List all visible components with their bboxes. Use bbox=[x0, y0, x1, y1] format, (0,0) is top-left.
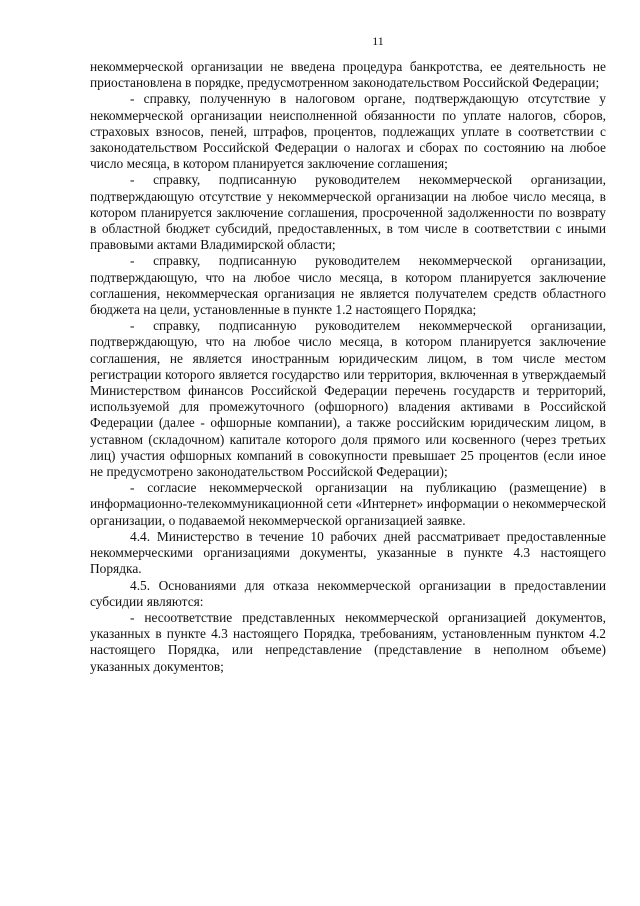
paragraph-nonconformity: - несоответствие представленных некоммерческой организацией документов, указанных в пункте 4.3 настоящего Порядка, требованиям, установленным пунктом 4.2 настоящего Порядка, или непредставление (представление в неполном объеме) указанных документов; bbox=[90, 609, 606, 674]
paragraph-tax-certificate: - справку, полученную в налоговом органе, подтверждающую отсутствие у некоммерческой организации неисполненной обязанности по уплате налогов, сборов, страховых взносов, пеней, штрафов, процентов, подлежащих уплате в соответствии с законодательством Российской Федерации о налогах и сборах по состоянию на любое число месяца, в котором планируется заключение соглашения; bbox=[90, 91, 606, 172]
page-number: 11 bbox=[372, 34, 384, 48]
paragraph-no-overdue-debt: - справку, подписанную руководителем некоммерческой организации, подтверждающую отсутствие у некоммерческой организации на любое число месяца, в котором планируется заключение соглашения, просроченной задолженности по возврату в областной бюджет субсидий, предоставленных, в том числе в соответствии с иными правовыми актами Владимирской области; bbox=[90, 172, 606, 253]
paragraph-not-foreign-entity: - справку, подписанную руководителем некоммерческой организации, подтверждающую, что на любое число месяца, в котором планируется заключение соглашения, не является иностранным юридическим лицом, в том числе местом регистрации которого является государство или территория, включенная в утверждаемый Министерством финансов Российской Федерации перечень государств и территорий, используемой для промежуточного (офшорного) владения активами в Российской Федерации (далее - офшорные компании), а также российским юридическим лицом, в уставном (складочном) капитале которого доля прямого или косвенного (через третьих лиц) участия офшорных компаний в совокупности превышает 25 процентов (если иное не предусмотрено законодательством Российской Федерации); bbox=[90, 318, 606, 480]
paragraph-not-recipient: - справку, подписанную руководителем некоммерческой организации, подтверждающую, что на любое число месяца, в котором планируется заключение соглашения, некоммерческая организация не является получателем средств областного бюджета на цели, установленные в пункте 1.2 настоящего Порядка; bbox=[90, 253, 606, 318]
paragraph-4-4: 4.4. Министерство в течение 10 рабочих дней рассматривает предоставленные некоммерческими организациями документы, указанные в пункте 4.3 настоящего Порядка. bbox=[90, 528, 606, 577]
paragraph-continuation: некоммерческой организации не введена процедура банкротства, ее деятельность не приостановлена в порядке, предусмотренном законодательством Российской Федерации; bbox=[90, 59, 606, 91]
paragraph-4-5: 4.5. Основаниями для отказа некоммерческой организации в предоставлении субсидии являются: bbox=[90, 577, 606, 609]
paragraph-publication-consent: - согласие некоммерческой организации на публикацию (размещение) в информационно-телекоммуникационной сети «Интернет» информации о некоммерческой организации, о подаваемой некоммерческой организацией заявке. bbox=[90, 480, 606, 528]
document-body bbox=[90, 59, 606, 675]
